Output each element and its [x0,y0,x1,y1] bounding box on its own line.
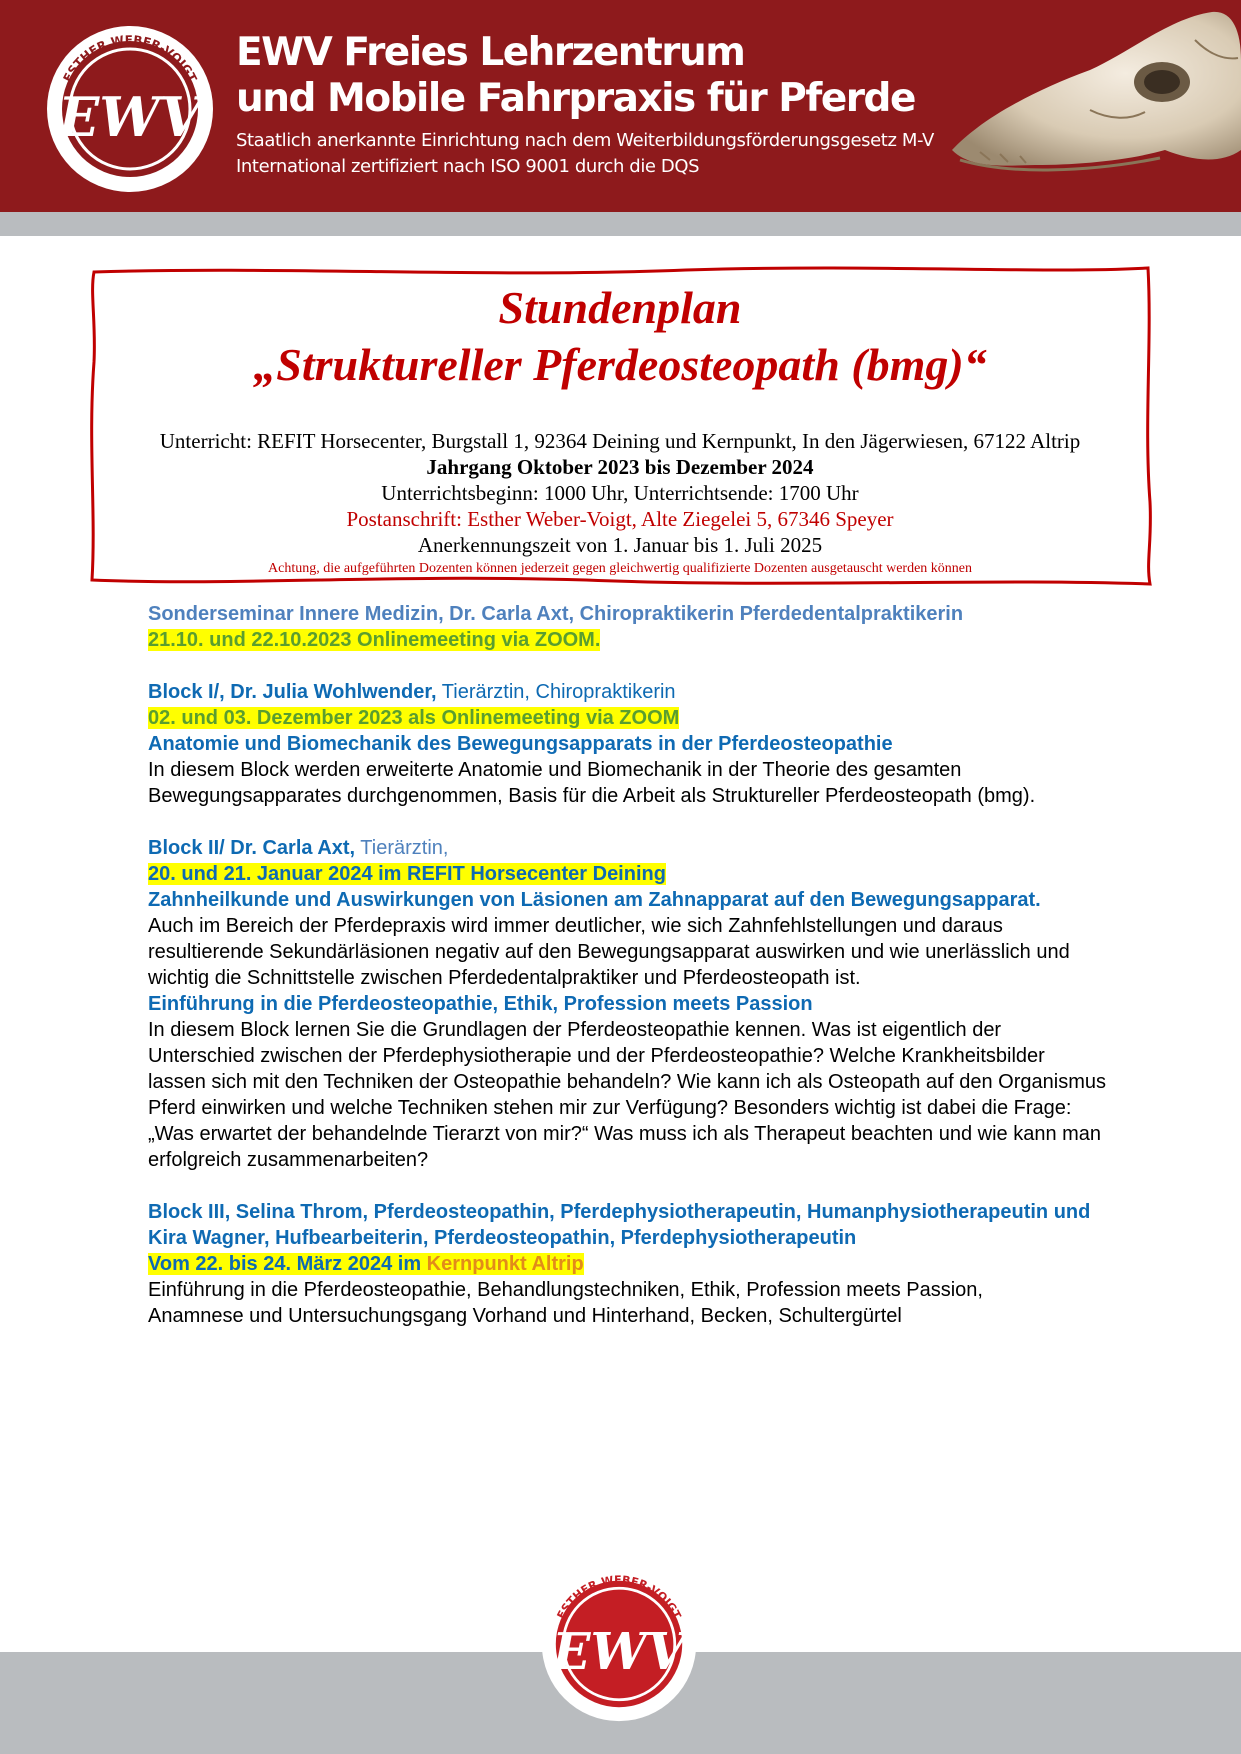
footer-logo-ring-text: ESTHER WEBER-VOIGT [554,1573,684,1622]
section-date: 02. und 03. Dezember 2023 als Onlinemeeting via ZOOM [148,707,680,729]
logo-letters: EWV [58,85,202,149]
section-block-2 [148,835,1108,1173]
brand-title-line2: und Mobile Fahrpraxis für Pferde [236,76,915,121]
ewv-logo [45,24,215,194]
section-block-1 [148,679,1108,809]
footer-ewv-logo [540,1565,698,1723]
section-date: 21.10. und 22.10.2023 Onlinemeeting via ZOOM. [148,629,601,651]
logo-ring-text: ESTHER WEBER-VOIGT [60,32,200,85]
block-heading-bold: Block I/, Dr. Julia Wohlwender, [148,681,437,703]
section-heading [148,679,1108,705]
block-heading-plain: Tierärztin, [355,837,449,859]
times-text: Unterrichtsbeginn: 1000 Uhr, Unterrichtsende: 1700 Uhr [381,481,859,505]
course-title: „Struktureller Pferdeosteopath (bmg)“ [253,339,987,390]
footer-logo-letters: EWV [552,1622,686,1682]
section-text: Anamnese und Untersuchungsgang Vorhand und Hinterhand, Becken, Schultergürtel [148,1305,902,1327]
section-topic: Zahnheilkunde und Auswirkungen von Läsionen am Zahnapparat auf den Bewegungsapparat. [148,889,1041,911]
lecturer-note: Achtung, die aufgeführten Dozenten können jederzeit gegen gleichwertig qualifizierte Dozenten ausgetauscht werden können [268,561,972,576]
horse-skull-image [940,0,1241,205]
venue-text: Unterricht: REFIT Horsecenter, Burgstall 1, 92364 Deining und Kernpunkt, In den Jägerwiesen, 67122 Altrip [159,429,1081,453]
section-date [148,1251,1108,1277]
page-title: Stundenplan [498,282,742,333]
section-block-3 [148,1199,1108,1329]
brand-text [236,30,934,180]
header-banner [0,0,1241,212]
recognition-text: Anerkennungszeit von 1. Januar bis 1. Juli 2025 [417,533,823,557]
header-gray-stripe [0,212,1241,236]
brand-subtitle-line2: International zertifiziert nach ISO 9001 durch die DQS [236,156,700,177]
section-text: Einführung in die Pferdeosteopathie, Behandlungstechniken, Ethik, Profession meets Passion, [148,1279,983,1301]
cohort-text: Jahrgang Oktober 2023 bis Dezember 2024 [426,455,814,479]
section-text: In diesem Block lernen Sie die Grundlagen der Pferdeosteopathie kennen. Was ist eigentlich der Unterschied zwischen der Pferdephysiotherapie und der Pferdeosteopathie? Welche Krankheitsbilder lassen sich mit den Techniken der Osteopathie behandeln? Wie kann ich als Osteopath auf den Organismus Pferd einwirken und welche Techniken stehen mir zur Verfügung? Besonders wichtig ist dabei die Frage: „Was erwartet der behandelnde Tierarzt von mir?“ Was muss ich als Therapeut beachten und wie kann man erfolgreich zusammenarbeiten? [148,1019,1106,1171]
brand-title-line1: EWV Freies Lehrzentrum [236,30,745,75]
section-heading [148,835,1108,861]
section-heading: Sonderseminar Innere Medizin, Dr. Carla Axt, Chiropraktikerin Pferdedentalpraktikerin [148,603,964,625]
section-topic: Einführung in die Pferdeosteopathie, Ethik, Profession meets Passion [148,993,813,1015]
section-text: Auch im Bereich der Pferdepraxis wird immer deutlicher, wie sich Zahnfehlstellungen und daraus resultierende Sekundärläsionen negativ auf den Bewegungsapparat auswirken und wie unerlässlich und wichtig die Schnittstelle zwischen Pferdedentalpraktiker und Pferdeosteopath ist. [148,915,1070,989]
section-text: In diesem Block werden erweiterte Anatomie und Biomechanik in der Theorie des gesamten Bewegungsapparates durchgenommen, Basis für die Arbeit als Struktureller Pferdeosteopath (bmg). [148,759,1036,807]
section-topic: Anatomie und Biomechanik des Bewegungsapparats in der Pferdeosteopathie [148,733,893,755]
date-place: Kernpunkt Altrip [426,1253,584,1275]
brand-subtitle-line1: Staatlich anerkannte Einrichtung nach dem Weiterbildungsförderungsgesetz M-V [236,130,934,151]
section-date: 20. und 21. Januar 2024 im REFIT Horsecenter Deining [148,863,666,885]
block-heading-plain: Tierärztin, Chiropraktikerin [436,681,676,703]
date-main: Vom 22. bis 24. März 2024 im [148,1253,427,1275]
postal-text: Postanschrift: Esther Weber-Voigt, Alte Ziegelei 5, 67346 Speyer [346,507,894,531]
schedule-content [148,601,1108,1355]
section-sonderseminar [148,601,1108,653]
section-heading: Block III, Selina Throm, Pferdeosteopathin, Pferdephysiotherapeutin, Humanphysiotherapeutin und Kira Wagner, Hufbearbeiterin, Pferdeosteopathin, Pferdephysiotherapeutin [148,1201,1091,1249]
block-heading-bold: Block II/ Dr. Carla Axt, [148,837,356,859]
title-box [100,280,1140,580]
